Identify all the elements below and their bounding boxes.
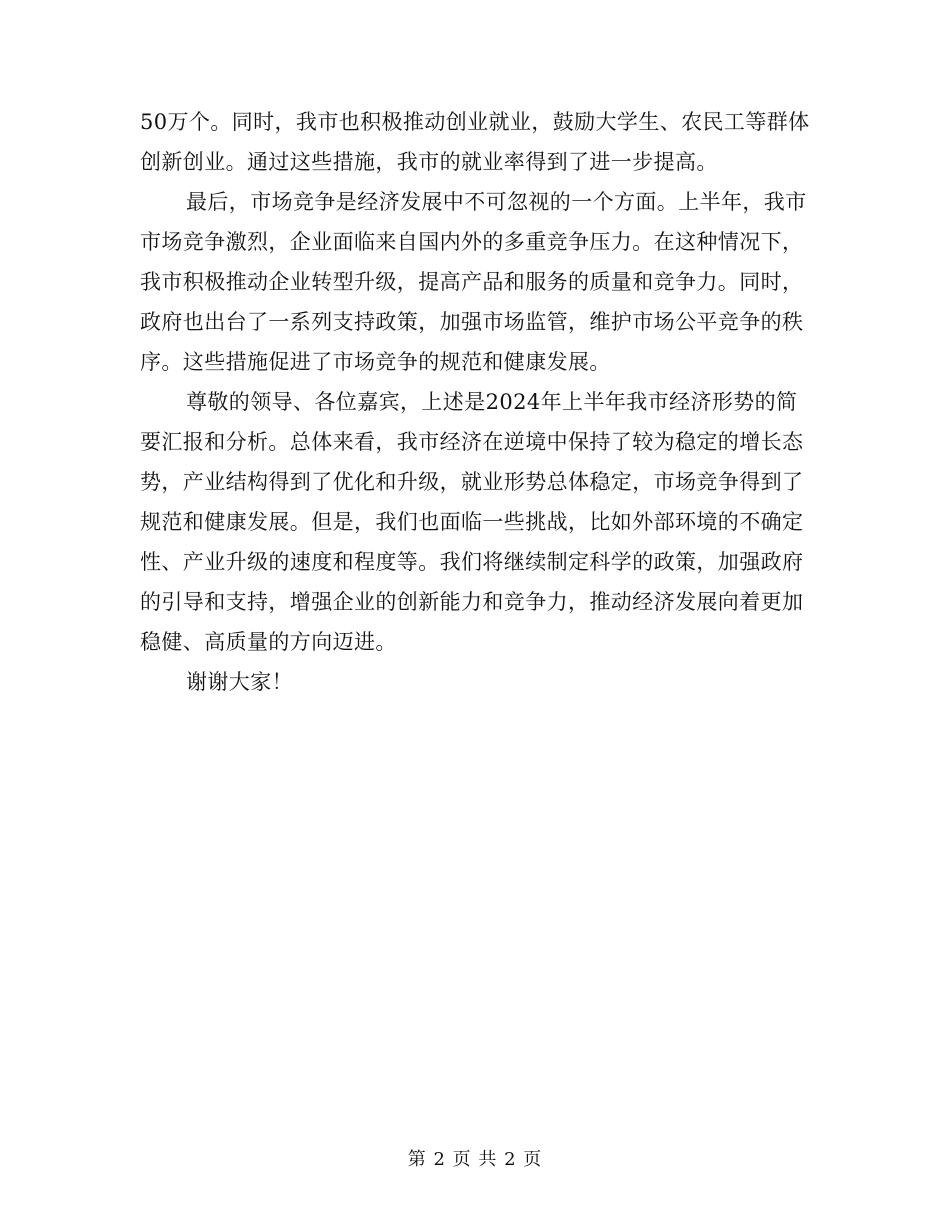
page-number-footer: 第 2 页 共 2 页 bbox=[407, 1149, 543, 1170]
paragraph-employment-continued: 50万个。同时，我市也积极推动创业就业，鼓励大学生、农民工等群体创新创业。通过这些措施，我市的就业率得到了进一步提高。 bbox=[140, 110, 810, 174]
paragraph-thanks: 谢谢大家！ bbox=[186, 670, 293, 694]
document-body bbox=[140, 102, 812, 702]
paragraph-market-competition: 最后，市场竞争是经济发展中不可忽视的一个方面。上半年，我市市场竞争激烈，企业面临来自国内外的多重竞争压力。在这种情况下，我市积极推动企业转型升级，提高产品和服务的质量和竞争力。同时，政府也出台了一系列支持政策，加强市场监管，维护市场公平竞争的秩序。这些措施促进了市场竞争的规范和健康发展。 bbox=[140, 190, 807, 374]
paragraph-conclusion: 尊敬的领导、各位嘉宾，上述是2024年上半年我市经济形势的简要汇报和分析。总体来看，我市经济在逆境中保持了较为稳定的增长态势，产业结构得到了优化和升级，就业形势总体稳定，市场竞争得到了规范和健康发展。但是，我们也面临一些挑战，比如外部环境的不确定性、产业升级的速度和程度等。我们将继续制定科学的政策，加强政府的引导和支持，增强企业的创新能力和竞争力，推动经济发展向着更加稳健、高质量的方向迈进。 bbox=[140, 390, 804, 654]
